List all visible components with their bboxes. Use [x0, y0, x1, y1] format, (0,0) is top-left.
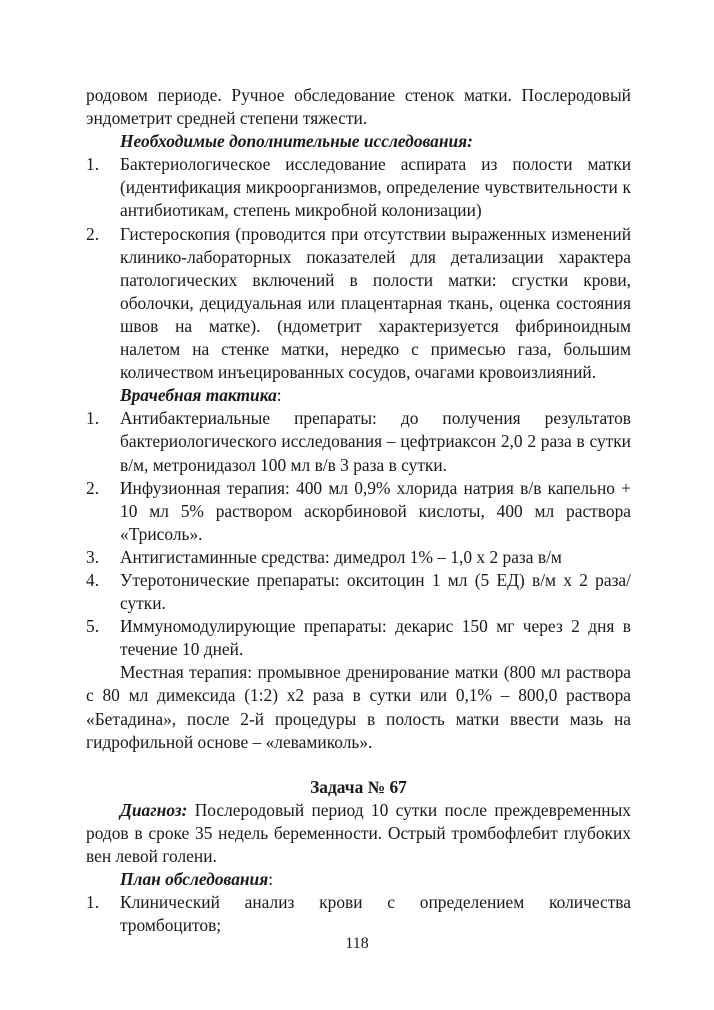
- exam-plan-list: [86, 891, 631, 937]
- list-item-text: Иммуномодулирующие препараты: декарис 150 мг через 2 дня в течение 10 дней.: [120, 616, 631, 660]
- list-item: [86, 153, 631, 222]
- list-item: [86, 223, 631, 385]
- list-item-text: Гистероскопия (проводится при отсутствии выраженных изменений клинико-лабораторных показателей для детализации характера патологических включений в полости матки: сгустки крови, оболочки, децидуальная или плацентарная ткань, оценка состояния швов на матке). (ндометрит характеризуется фибриноидным налетом на стенке матки, нередко с примесью газа, большим количеством инъецированных сосудов, очагами кровоизлияний.: [120, 223, 631, 383]
- list-item: [86, 407, 631, 476]
- list-item-text: Инфузионная терапия: 400 мл 0,9% хлорида натрия в/в капельно + 10 мл 5% раствором аскорбиновой кислоты, 400 мл раствора «Трисоль».: [120, 477, 631, 544]
- diagnosis-paragraph: [86, 799, 631, 868]
- list-item-number: 4.: [86, 569, 100, 590]
- list-item-text: Утеротонические препараты: окситоцин 1 мл (5 ЕД) в/м х 2 раза/сутки.: [120, 569, 631, 614]
- intro-paragraph: родовом периоде. Ручное обследование стенок матки. Послеродовый эндометрит средней степени тяжести.: [86, 85, 631, 129]
- list-item-text: Антигистаминные средства: димедрол 1% – 1,0 х 2 раза в/м: [120, 546, 562, 567]
- list-item: [86, 546, 631, 569]
- section-heading-colon: :: [268, 869, 274, 890]
- section-heading-colon: :: [276, 385, 282, 406]
- additional-studies-list: [86, 153, 631, 384]
- list-item: [86, 891, 631, 937]
- list-item: [86, 477, 631, 546]
- page-body: [86, 84, 631, 937]
- diagnosis-label: Диагноз:: [120, 799, 188, 820]
- list-item-text: Антибактериальные препараты: до получения результатов бактериологического исследования – цефтриаксон 2,0 2 раза в сутки в/м, метронидазол 100 мл в/в 3 раза в сутки.: [120, 408, 631, 475]
- page-number: 118: [345, 935, 369, 952]
- task-title: Задача № 67: [310, 776, 407, 797]
- list-item-number: 3.: [86, 546, 100, 567]
- section-heading-label: План обследования: [120, 869, 269, 890]
- section-heading-medical-tactics: [86, 384, 631, 407]
- list-item-number: 1.: [86, 408, 100, 429]
- list-item-number: 1.: [86, 892, 100, 913]
- list-item-text: Бактериологическое исследование аспирата из полости матки (идентификация микроорганизмов, определение чувствительности к антибиотикам, степень микробной колонизации): [120, 154, 631, 221]
- section-heading-label: Врачебная тактика: [120, 385, 277, 406]
- section-heading-exam-plan: [86, 868, 631, 891]
- list-item-number: 1.: [86, 154, 100, 175]
- list-item: [86, 615, 631, 661]
- list-item-number: 5.: [86, 616, 100, 637]
- local-therapy-paragraph: Местная терапия: промывное дренирование матки (800 мл раствора с 80 мл димексида (1:2) х2 раза в сутки или 0,1% – 800,0 раствора «Бетадина», после 2-й процедуры в полость матки ввести мазь на гидрофильной основе – «левамиколь».: [86, 662, 631, 752]
- medical-tactics-list: [86, 407, 631, 661]
- list-item-text: Клинический анализ крови с определением количества тромбоцитов;: [120, 892, 631, 936]
- diagnosis-text: Послеродовый период 10 сутки после преждевременных родов в сроке 35 недель беременности. Острый тромбофлебит глубоких вен левой голени.: [86, 799, 631, 866]
- list-item-number: 2.: [86, 223, 100, 244]
- list-item-number: 2.: [86, 477, 100, 498]
- list-item: [86, 569, 631, 615]
- section-heading-additional-studies: Необходимые дополнительные исследования:: [120, 131, 473, 152]
